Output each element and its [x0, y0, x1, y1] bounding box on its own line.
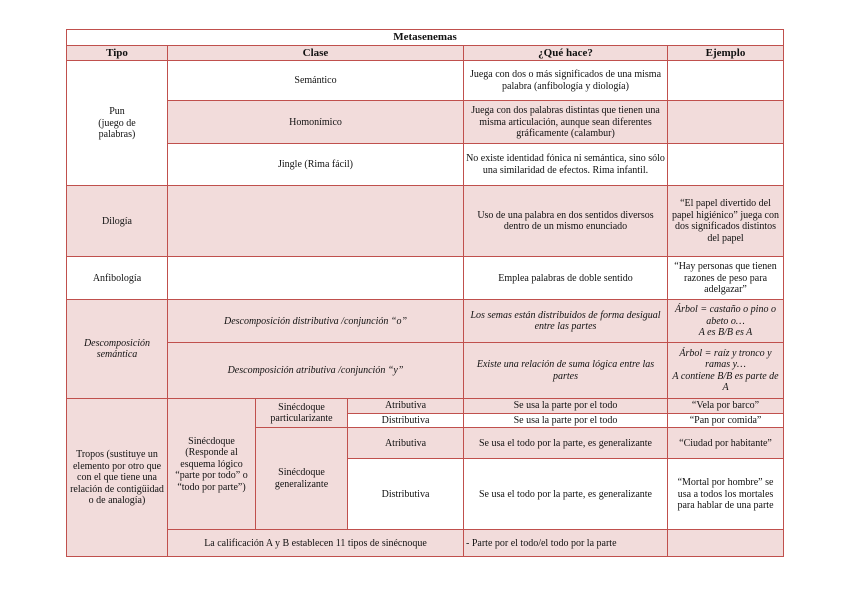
anfibologia-tipo: Anfibología: [67, 257, 168, 300]
dilogia-clase: [168, 186, 464, 257]
metasenemas-table: [66, 29, 784, 557]
dilogia-que-hace: Uso de una palabra en dos sentidos diversos dentro de un mismo enunciado: [464, 186, 668, 257]
pun-homonimico-ejemplo: [668, 101, 784, 144]
tropos-calificacion-ejemplo: [668, 530, 784, 557]
descomposicion-atributiva-ejemplo: Árbol = raíz y tronco y ramas y… A contiene B/B es parte de A: [668, 343, 784, 399]
header-que-hace: ¿Qué hace?: [464, 45, 668, 61]
anfibologia-ejemplo: “Hay personas que tienen razones de peso para adelgazar”: [668, 257, 784, 300]
tropos-row-4-ejemplo: “Mortal por hombre” se usa a todos los mortales para hablar de una parte: [668, 459, 784, 530]
tropos-row-3-sub: Atributiva: [348, 428, 464, 459]
pun-jingle-que-hace: No existe identidad fónica ni semántica, sino sólo una similaridad de efectos. Rima infantil.: [464, 144, 668, 186]
descomposicion-distributiva-clase: Descomposición distributiva /conjunción “o”: [168, 300, 464, 343]
anfibologia-que-hace: Emplea palabras de doble sentido: [464, 257, 668, 300]
pun-homonimico-clase: Homonímico: [168, 101, 464, 144]
header-clase: Clase: [168, 45, 464, 61]
descomposicion-atributiva-que-hace: Existe una relación de suma lógica entre las partes: [464, 343, 668, 399]
pun-semantico-ejemplo: [668, 61, 784, 101]
descomposicion-atributiva-clase: Descomposición atributiva /conjunción “y”: [168, 343, 464, 399]
pun-tipo: Pun (juego de palabras): [67, 61, 168, 186]
tropos-sinecdoque: Sinécdoque (Responde al esquema lógico “parte por todo” o “todo por parte”): [168, 399, 256, 530]
tropos-row-4-sub: Distributiva: [348, 459, 464, 530]
pun-semantico-que-hace: Juega con dos o más significados de una misma palabra (anfibología y diología): [464, 61, 668, 101]
descomposicion-distributiva-ejemplo: Árbol = castaño o pino o abeto o… A es B/B es A: [668, 300, 784, 343]
table-title: Metasenemas: [67, 30, 784, 46]
tropos-tipo: Tropos (sustituye un elemento por otro que con el que tiene una relación de contigüidad o de analogía): [67, 399, 168, 557]
tropos-row-1-sub: Atributiva: [348, 399, 464, 414]
tropos-row-4-que-hace: Se usa el todo por la parte, es generalizante: [464, 459, 668, 530]
header-tipo: Tipo: [67, 45, 168, 61]
dilogia-tipo: Dilogía: [67, 186, 168, 257]
pun-homonimico-que-hace: Juega con dos palabras distintas que tienen una misma articulación, aunque sean diferentes gráficamente (calambur): [464, 101, 668, 144]
pun-jingle-ejemplo: [668, 144, 784, 186]
pun-semantico-clase: Semántico: [168, 61, 464, 101]
descomposicion-distributiva-que-hace: Los semas están distribuidos de forma desigual entre las partes: [464, 300, 668, 343]
tropos-generalizante: Sinécdoque generalizante: [256, 428, 348, 530]
dilogia-ejemplo: “El papel divertido del papel higiénico” juega con dos significados distintos del papel: [668, 186, 784, 257]
header-ejemplo: Ejemplo: [668, 45, 784, 61]
tropos-row-1-ejemplo: “Vela por barco”: [668, 399, 784, 414]
tropos-row-3-ejemplo: “Ciudad por habitante”: [668, 428, 784, 459]
tropos-row-3-que-hace: Se usa el todo por la parte, es generalizante: [464, 428, 668, 459]
anfibologia-clase: [168, 257, 464, 300]
tropos-calificacion: La calificación A y B establecen 11 tipos de sinécnoque: [168, 530, 464, 557]
tropos-calificacion-que-hace: - Parte por el todo/el todo por la parte: [464, 530, 668, 557]
tropos-row-2-ejemplo: “Pan por comida”: [668, 413, 784, 428]
descomposicion-tipo: Descomposición semántica: [67, 300, 168, 399]
tropos-row-1-que-hace: Se usa la parte por el todo: [464, 399, 668, 414]
tropos-row-2-que-hace: Se usa la parte por el todo: [464, 413, 668, 428]
tropos-row-2-sub: Distributiva: [348, 413, 464, 428]
pun-jingle-clase: Jingle (Rima fácil): [168, 144, 464, 186]
tropos-particularizante: Sinécdoque particularizante: [256, 399, 348, 428]
